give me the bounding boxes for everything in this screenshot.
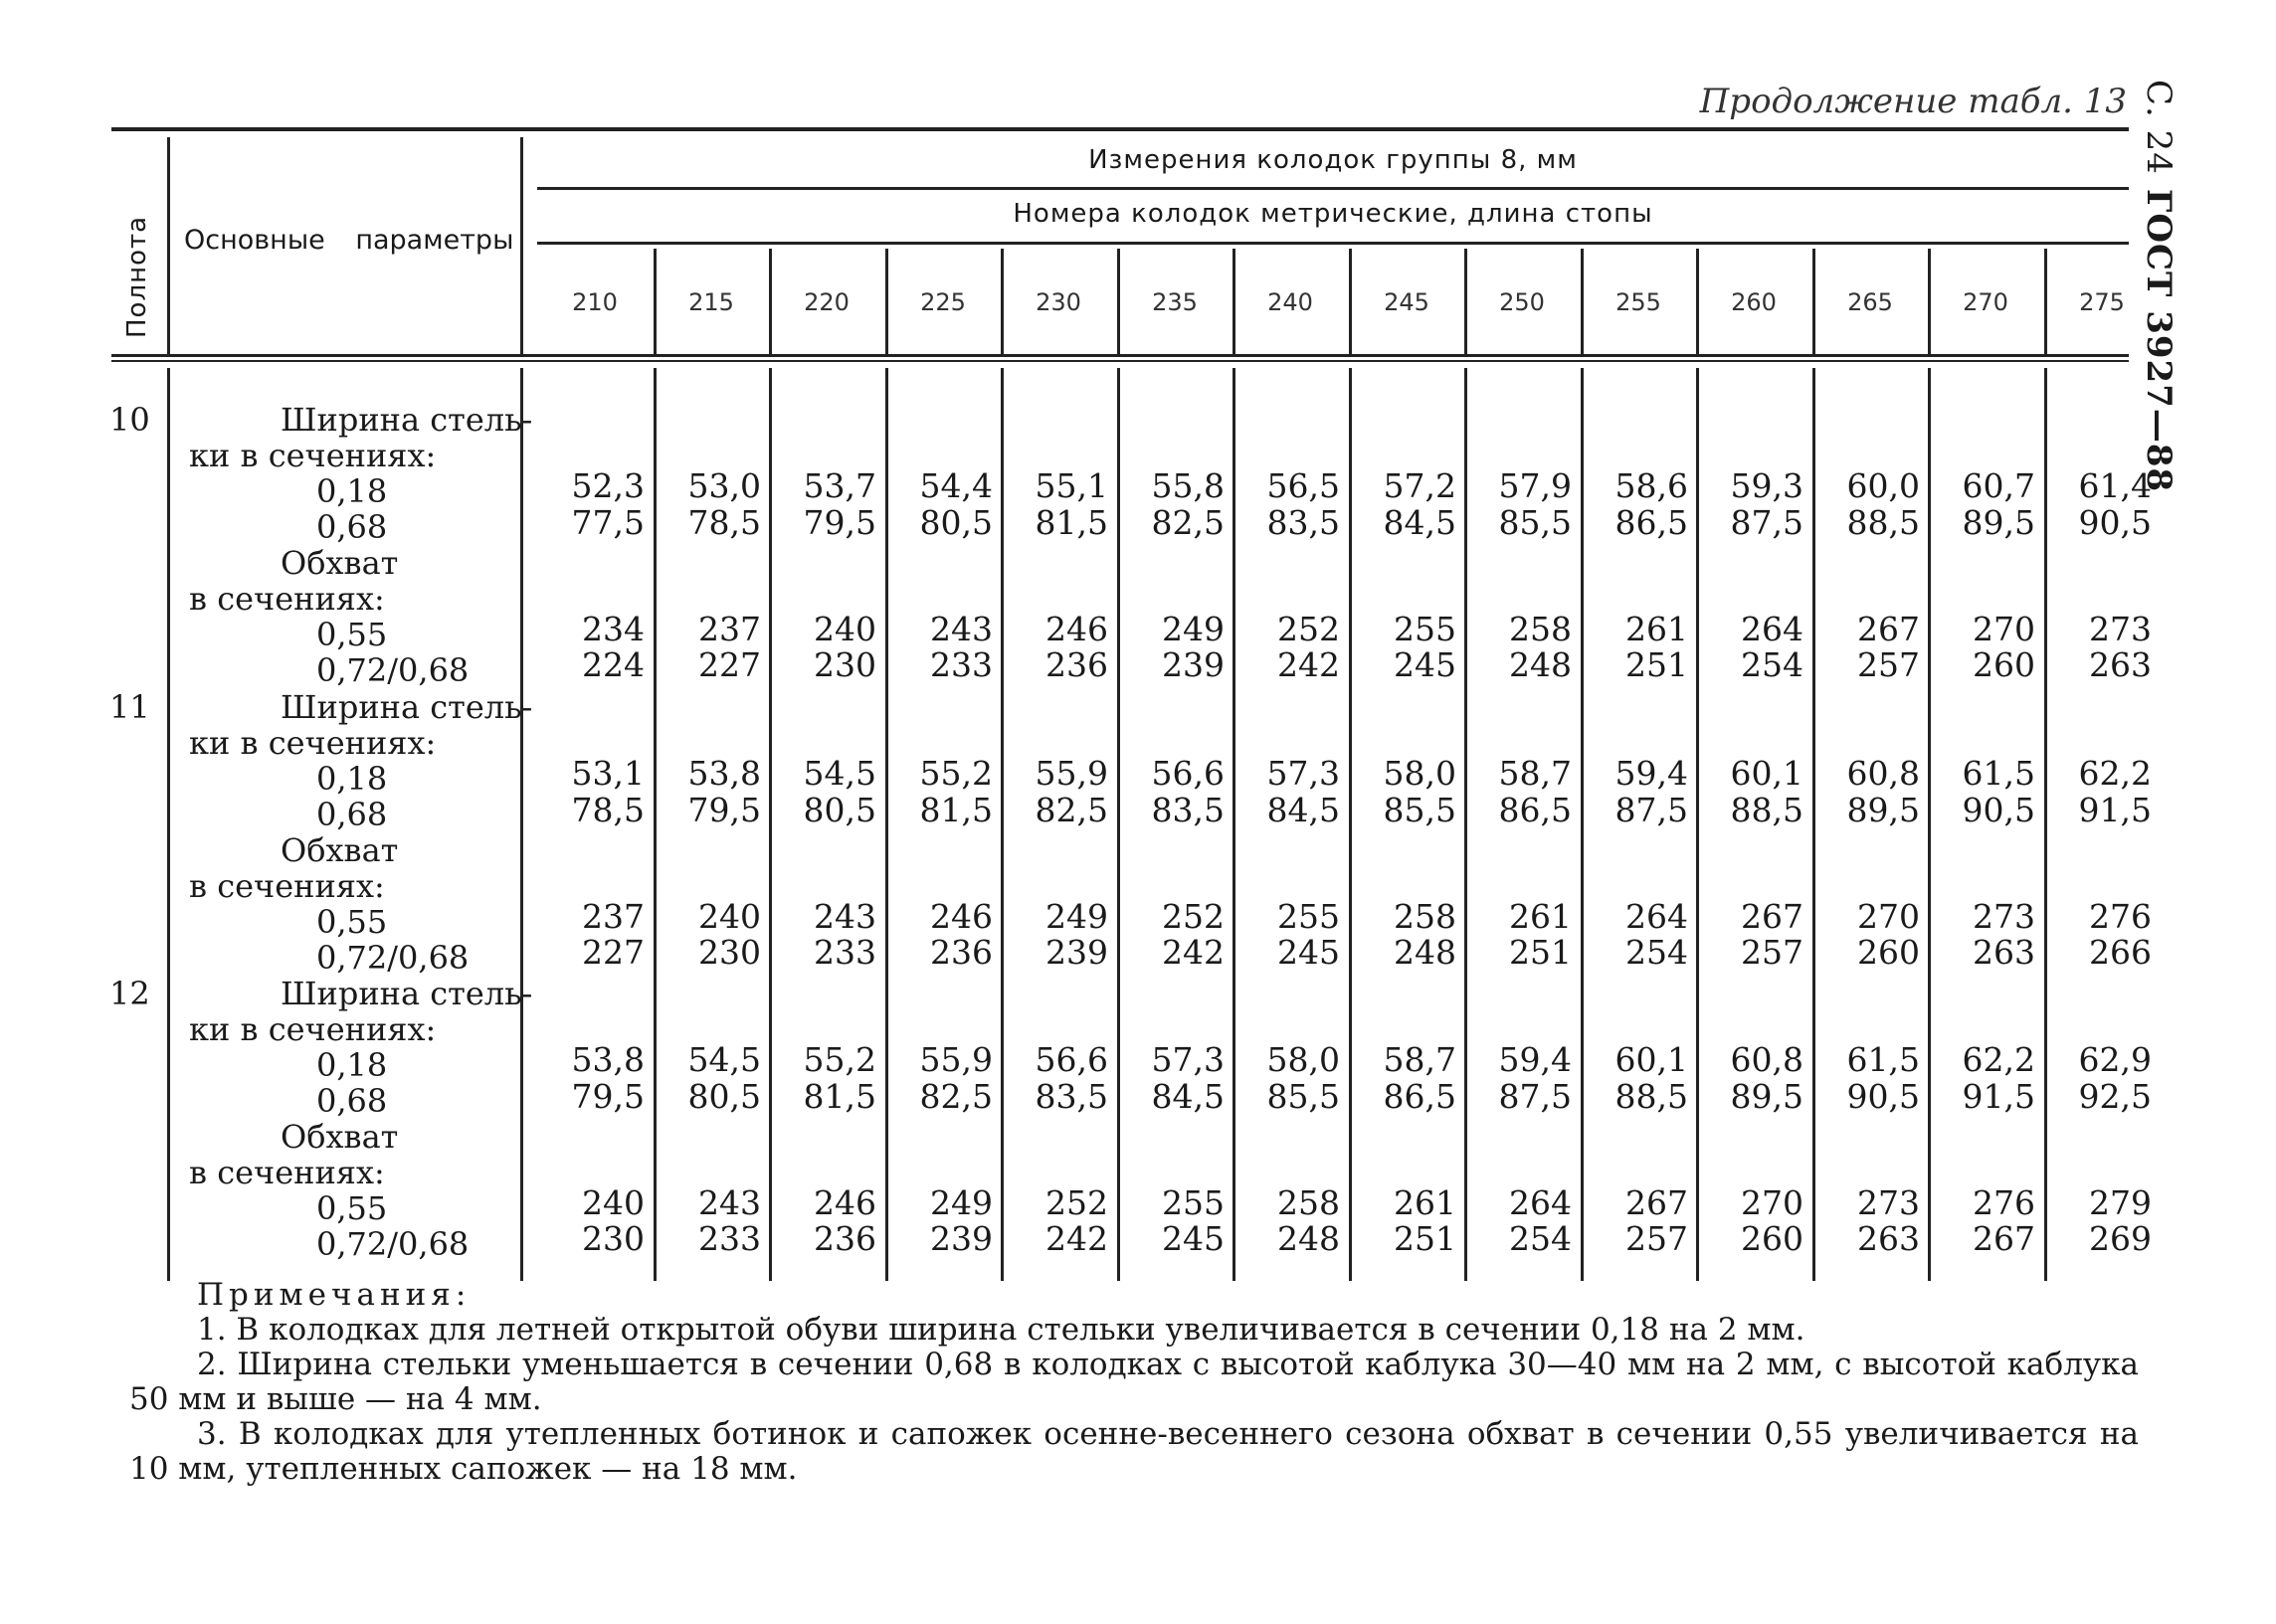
table-cell: 227 [698, 645, 761, 684]
table-cell: 249 [1045, 897, 1108, 936]
table-cell: 240 [582, 1183, 645, 1222]
table-cell: 54,4 [919, 466, 993, 505]
size-column-header: 270 [1963, 288, 2008, 316]
table-cell: 276 [2089, 897, 2152, 936]
table-cell: 248 [1277, 1219, 1340, 1258]
table-cell: 83,5 [1035, 1077, 1108, 1116]
table-cell: 58,7 [1383, 1040, 1456, 1079]
table-cell: 251 [1509, 933, 1572, 972]
table-cell: 257 [1857, 645, 1920, 684]
table-cell: 234 [582, 610, 645, 648]
header-bottom-rule [111, 354, 2129, 357]
table-cell: 53,7 [803, 466, 876, 505]
table-cell: 53,1 [571, 754, 645, 793]
parameter-label: 0,18 [316, 760, 388, 798]
size-column-header: 225 [920, 288, 966, 316]
table-cell: 86,5 [1498, 791, 1572, 829]
parameter-label: Ширина стель- [281, 401, 533, 439]
table-cell: 249 [930, 1183, 993, 1222]
table-cell: 57,2 [1383, 466, 1456, 505]
parameter-label: 0,55 [316, 903, 388, 941]
notes-heading: Примечания: [197, 1277, 472, 1313]
table-cell: 230 [814, 645, 876, 684]
table-cell: 230 [582, 1219, 645, 1258]
table-cell: 245 [1162, 1219, 1225, 1258]
parameter-label: в сечениях: [189, 580, 385, 618]
table-cell: 255 [1277, 897, 1340, 936]
params-header: Основные параметры [184, 225, 514, 256]
table-cell: 270 [1857, 897, 1920, 936]
table-cell: 267 [1625, 1183, 1688, 1222]
table-cell: 54,5 [803, 754, 876, 793]
table-cell: 84,5 [1266, 791, 1340, 829]
table-cell: 78,5 [687, 503, 761, 542]
page-side-header [2139, 80, 2179, 492]
table-cell: 261 [1625, 610, 1688, 648]
table-cell: 269 [2089, 1219, 2152, 1258]
table-cell: 58,0 [1383, 754, 1456, 793]
group-header: Измерения колодок группы 8, мм [1088, 145, 1578, 175]
table-cell: 55,9 [1035, 754, 1108, 793]
table-cell: 53,8 [571, 1040, 645, 1079]
size-column-header: 220 [804, 288, 850, 316]
table-cell: 239 [1045, 933, 1108, 972]
table-cell: 264 [1509, 1183, 1572, 1222]
table-cell: 252 [1277, 610, 1340, 648]
table-cell: 81,5 [1035, 503, 1108, 542]
table-cell: 273 [1857, 1183, 1920, 1222]
table-cell: 243 [698, 1183, 761, 1222]
note-item: 3. В колодках для утепленных ботинок и сапожек осенне-весеннего сезона обхват в сечении 0,55 увеличивается на 10 мм, утепленных сапожек — на 18 мм. [129, 1416, 2139, 1487]
table-cell: 60,1 [1614, 1040, 1688, 1079]
table-cell: 80,5 [919, 503, 993, 542]
table-cell: 257 [1625, 1219, 1688, 1258]
table-cell: 273 [2089, 610, 2152, 648]
parameter-label: 0,18 [316, 1046, 388, 1084]
table-cell: 254 [1509, 1219, 1572, 1258]
table-cell: 273 [1973, 897, 2035, 936]
table-cell: 82,5 [1035, 791, 1108, 829]
table-cell: 257 [1741, 933, 1803, 972]
polnota-divider [167, 137, 170, 354]
table-cell: 264 [1741, 610, 1803, 648]
table-cell: 89,5 [1962, 503, 2035, 542]
table-cell: 246 [930, 897, 993, 936]
size-column-header: 260 [1731, 288, 1777, 316]
parameter-label: Обхват [281, 1118, 399, 1156]
table-cell: 81,5 [919, 791, 993, 829]
table-cell: 83,5 [1266, 503, 1340, 542]
table-cell: 53,0 [687, 466, 761, 505]
table-cell: 86,5 [1614, 503, 1688, 542]
table-cell: 255 [1162, 1183, 1225, 1222]
table-cell: 57,3 [1151, 1040, 1225, 1079]
table-cell: 79,5 [571, 1077, 645, 1116]
table-cell: 56,6 [1035, 1040, 1108, 1079]
parameter-label: 0,68 [316, 508, 388, 546]
table-cell: 233 [930, 645, 993, 684]
table-cell: 58,0 [1266, 1040, 1340, 1079]
table-cell: 240 [698, 897, 761, 936]
polnota-header: Полнота [122, 215, 152, 338]
table-cell: 267 [1973, 1219, 2035, 1258]
continuation-title: Продолжение табл. 13 [1699, 82, 2127, 121]
table-cell: 236 [930, 933, 993, 972]
standard-code: ГОСТ 3927—88 [2139, 188, 2179, 493]
size-column-header: 215 [688, 288, 734, 316]
table-cell: 237 [698, 610, 761, 648]
table-cell: 263 [1857, 1219, 1920, 1258]
size-column-header: 245 [1384, 288, 1429, 316]
table-cell: 270 [1973, 610, 2035, 648]
parameter-label: 0,72/0,68 [316, 651, 470, 689]
parameter-label: Обхват [281, 544, 399, 582]
table-cell: 57,3 [1266, 754, 1340, 793]
table-cell: 270 [1741, 1183, 1803, 1222]
size-subheader: Номера колодок метрические, длина стопы [1013, 199, 1653, 229]
table-cell: 267 [1741, 897, 1803, 936]
table-cell: 59,3 [1730, 466, 1803, 505]
table-cell: 55,8 [1151, 466, 1225, 505]
table-cell: 56,5 [1266, 466, 1340, 505]
table-cell: 55,1 [1035, 466, 1108, 505]
parameter-label: 0,72/0,68 [316, 939, 470, 977]
table-cell: 236 [1045, 645, 1108, 684]
table-cell: 252 [1045, 1183, 1108, 1222]
table-cell: 85,5 [1498, 503, 1572, 542]
table-cell: 60,7 [1962, 466, 2035, 505]
table-cell: 258 [1509, 610, 1572, 648]
size-column-header: 210 [572, 288, 618, 316]
table-cell: 55,2 [919, 754, 993, 793]
table-cell: 62,9 [2078, 1040, 2152, 1079]
table-cell: 60,8 [1846, 754, 1920, 793]
table-cell: 245 [1277, 933, 1340, 972]
table-cell: 80,5 [687, 1077, 761, 1116]
table-cell: 243 [814, 897, 876, 936]
table-cell: 60,1 [1730, 754, 1803, 793]
table-cell: 84,5 [1151, 1077, 1225, 1116]
note-item: 2. Ширина стельки уменьшается в сечении 0,68 в колодках с высотой каблука 30—40 мм на 2 мм, с высотой каблука 50 мм и выше — на 4 мм. [129, 1347, 2139, 1417]
parameter-label: ки в сечениях: [189, 437, 437, 474]
table-cell: 82,5 [919, 1077, 993, 1116]
group-header-rule [537, 187, 2129, 190]
table-cell: 60,0 [1846, 466, 1920, 505]
size-column-header: 255 [1615, 288, 1661, 316]
table-cell: 233 [698, 1219, 761, 1258]
table-cell: 233 [814, 933, 876, 972]
table-cell: 87,5 [1730, 503, 1803, 542]
polnota-value: 12 [109, 975, 150, 1012]
table-cell: 80,5 [803, 791, 876, 829]
table-cell: 258 [1277, 1183, 1340, 1222]
table-cell: 264 [1625, 897, 1688, 936]
parameter-label: 0,55 [316, 1189, 388, 1227]
table-cell: 246 [814, 1183, 876, 1222]
table-cell: 242 [1045, 1219, 1108, 1258]
table-cell: 237 [582, 897, 645, 936]
notes-section [129, 1278, 2139, 1487]
table-cell: 267 [1857, 610, 1920, 648]
table-cell: 254 [1625, 933, 1688, 972]
params-divider-body [520, 368, 523, 1281]
table-cell: 251 [1394, 1219, 1456, 1258]
table-cell: 252 [1162, 897, 1225, 936]
table-cell: 52,3 [571, 466, 645, 505]
table-cell: 261 [1394, 1183, 1456, 1222]
parameter-label: Ширина стель- [281, 975, 533, 1012]
table-cell: 86,5 [1383, 1077, 1456, 1116]
table-cell: 249 [1162, 610, 1225, 648]
table-cell: 263 [2089, 645, 2152, 684]
header-bottom-rule-2 [111, 360, 2129, 362]
size-column-header: 240 [1267, 288, 1313, 316]
parameter-label: в сечениях: [189, 1154, 385, 1191]
table-cell: 255 [1394, 610, 1456, 648]
table-cell: 56,6 [1151, 754, 1225, 793]
table-cell: 78,5 [571, 791, 645, 829]
table-cell: 53,8 [687, 754, 761, 793]
table-cell: 245 [1394, 645, 1456, 684]
table-cell: 55,2 [803, 1040, 876, 1079]
parameter-label: 0,68 [316, 1082, 388, 1120]
page-number: С. 24 [2139, 80, 2179, 175]
table-cell: 87,5 [1614, 791, 1688, 829]
table-cell: 266 [2089, 933, 2152, 972]
table-cell: 242 [1162, 933, 1225, 972]
table-cell: 227 [582, 933, 645, 972]
polnota-value: 11 [109, 688, 150, 726]
table-cell: 54,5 [687, 1040, 761, 1079]
table-cell: 88,5 [1614, 1077, 1688, 1116]
table-cell: 58,7 [1498, 754, 1572, 793]
table-cell: 88,5 [1846, 503, 1920, 542]
table-cell: 60,8 [1730, 1040, 1803, 1079]
table-cell: 261 [1509, 897, 1572, 936]
table-cell: 61,5 [1846, 1040, 1920, 1079]
size-column-header: 275 [2079, 288, 2125, 316]
parameter-label: ки в сечениях: [189, 724, 437, 762]
note-item: 1. В колодках для летней открытой обуви ширина стельки увеличивается в сечении 0,18 на 2 мм. [197, 1312, 1805, 1348]
table-cell: 79,5 [803, 503, 876, 542]
table-cell: 236 [814, 1219, 876, 1258]
table-cell: 62,2 [2078, 754, 2152, 793]
table-cell: 90,5 [2078, 503, 2152, 542]
table-cell: 240 [814, 610, 876, 648]
table-cell: 260 [1857, 933, 1920, 972]
parameter-label: 0,55 [316, 616, 388, 653]
table-cell: 82,5 [1151, 503, 1225, 542]
table-cell: 260 [1973, 645, 2035, 684]
table-cell: 276 [1973, 1183, 2035, 1222]
table-cell: 61,5 [1962, 754, 2035, 793]
table-cell: 254 [1741, 645, 1803, 684]
table-cell: 248 [1509, 645, 1572, 684]
table-cell: 89,5 [1846, 791, 1920, 829]
table-cell: 224 [582, 645, 645, 684]
params-divider [520, 137, 523, 354]
parameter-label: в сечениях: [189, 867, 385, 905]
table-cell: 83,5 [1151, 791, 1225, 829]
subheader-rule [537, 242, 2129, 245]
table-cell: 59,4 [1498, 1040, 1572, 1079]
parameter-label: 0,68 [316, 796, 388, 833]
size-column-header: 230 [1036, 288, 1081, 316]
parameter-label: Обхват [281, 831, 399, 869]
table-cell: 55,9 [919, 1040, 993, 1079]
table-cell: 58,6 [1614, 466, 1688, 505]
table-cell: 279 [2089, 1183, 2152, 1222]
table-cell: 230 [698, 933, 761, 972]
table-cell: 88,5 [1730, 791, 1803, 829]
table-cell: 92,5 [2078, 1077, 2152, 1116]
table-cell: 260 [1741, 1219, 1803, 1258]
table-cell: 90,5 [1846, 1077, 1920, 1116]
table-cell: 90,5 [1962, 791, 2035, 829]
table-cell: 239 [1162, 645, 1225, 684]
table-cell: 91,5 [2078, 791, 2152, 829]
parameter-label: ки в сечениях: [189, 1010, 437, 1048]
size-column-header: 235 [1152, 288, 1198, 316]
table-cell: 85,5 [1266, 1077, 1340, 1116]
table-cell: 59,4 [1614, 754, 1688, 793]
table-cell: 87,5 [1498, 1077, 1572, 1116]
polnota-divider-body [167, 368, 170, 1281]
table-cell: 77,5 [571, 503, 645, 542]
table-cell: 61,4 [2078, 466, 2152, 505]
table-cell: 79,5 [687, 791, 761, 829]
table-cell: 243 [930, 610, 993, 648]
size-column-header: 250 [1499, 288, 1545, 316]
size-column-header: 265 [1847, 288, 1893, 316]
table-cell: 81,5 [803, 1077, 876, 1116]
table-cell: 246 [1045, 610, 1108, 648]
table-cell: 242 [1277, 645, 1340, 684]
table-cell: 251 [1625, 645, 1688, 684]
parameter-label: 0,72/0,68 [316, 1225, 470, 1263]
table-top-rule [111, 127, 2129, 131]
table-cell: 248 [1394, 933, 1456, 972]
parameter-label: 0,18 [316, 472, 388, 510]
table-cell: 85,5 [1383, 791, 1456, 829]
parameter-label: Ширина стель- [281, 688, 533, 726]
table-cell: 91,5 [1962, 1077, 2035, 1116]
table-cell: 258 [1394, 897, 1456, 936]
table-cell: 84,5 [1383, 503, 1456, 542]
polnota-value: 10 [109, 401, 150, 439]
table-cell: 62,2 [1962, 1040, 2035, 1079]
table-cell: 57,9 [1498, 466, 1572, 505]
table-cell: 239 [930, 1219, 993, 1258]
table-cell: 89,5 [1730, 1077, 1803, 1116]
table-cell: 263 [1973, 933, 2035, 972]
